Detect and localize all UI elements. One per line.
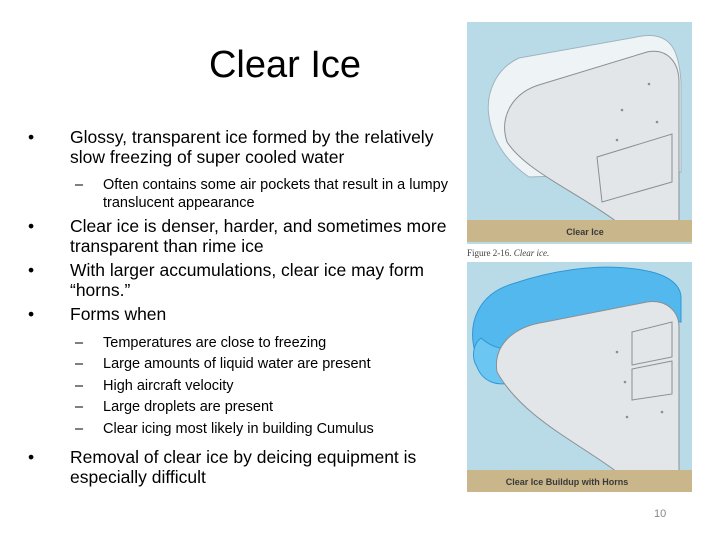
sub-bullet-item <box>28 378 468 396</box>
bullet-text: Clear ice is denser, harder, and sometimes more transparent than rime ice <box>70 216 447 256</box>
sub-bullet-item <box>28 356 468 374</box>
bullet-item <box>28 128 468 167</box>
slide-title: Clear Ice <box>208 44 362 86</box>
sub-bullet-text: Large droplets are present <box>103 399 274 415</box>
sub-bullet-item <box>28 335 468 353</box>
bullet-marker: • <box>28 304 35 324</box>
sub-bullet-text: Clear icing most likely in building Cumulus <box>103 420 374 437</box>
bullet-text: With larger accumulations, clear ice may form “horns.” <box>70 260 424 300</box>
dash-marker: – <box>75 356 84 372</box>
sub-bullet-item <box>28 421 468 439</box>
bullet-marker: • <box>28 127 35 147</box>
bullet-text: Glossy, transparent ice formed by the relatively slow freezing of super cooled water <box>70 127 434 167</box>
sub-bullet-text: High aircraft velocity <box>103 377 234 394</box>
dash-marker: – <box>75 420 84 437</box>
sub-bullet-item <box>28 177 468 212</box>
bullet-marker: • <box>28 447 35 467</box>
sub-bullet-item <box>28 399 468 417</box>
sub-bullet-text: Large amounts of liquid water are present <box>103 356 371 372</box>
figure-caption <box>467 248 549 258</box>
sub-bullet-text: Often contains some air pockets that result in a lumpy translucent appearance <box>103 177 448 211</box>
bullet-item <box>28 217 468 256</box>
bullet-item <box>28 305 468 325</box>
bullet-item <box>28 448 468 487</box>
caption-text: Clear ice. <box>513 248 550 258</box>
top-figure-label: Clear Ice <box>566 227 604 237</box>
dash-marker: – <box>75 377 84 394</box>
bullet-marker: • <box>28 216 35 236</box>
sub-bullet-text: Temperatures are close to freezing <box>103 334 327 351</box>
caption-figure-number: Figure 2-16. <box>467 248 512 258</box>
dash-marker: – <box>75 334 84 351</box>
bullet-marker: • <box>28 260 35 280</box>
bullet-text: Forms when <box>70 304 167 324</box>
bullet-text: Removal of clear ice by deicing equipment is especially difficult <box>70 447 417 487</box>
bullet-list <box>28 128 468 487</box>
bullet-item <box>28 261 468 300</box>
bottom-figure-label: Clear Ice Buildup with Horns <box>505 477 629 487</box>
page-number: 10 <box>654 508 667 520</box>
dash-marker: – <box>75 399 84 415</box>
dash-marker: – <box>75 177 84 193</box>
